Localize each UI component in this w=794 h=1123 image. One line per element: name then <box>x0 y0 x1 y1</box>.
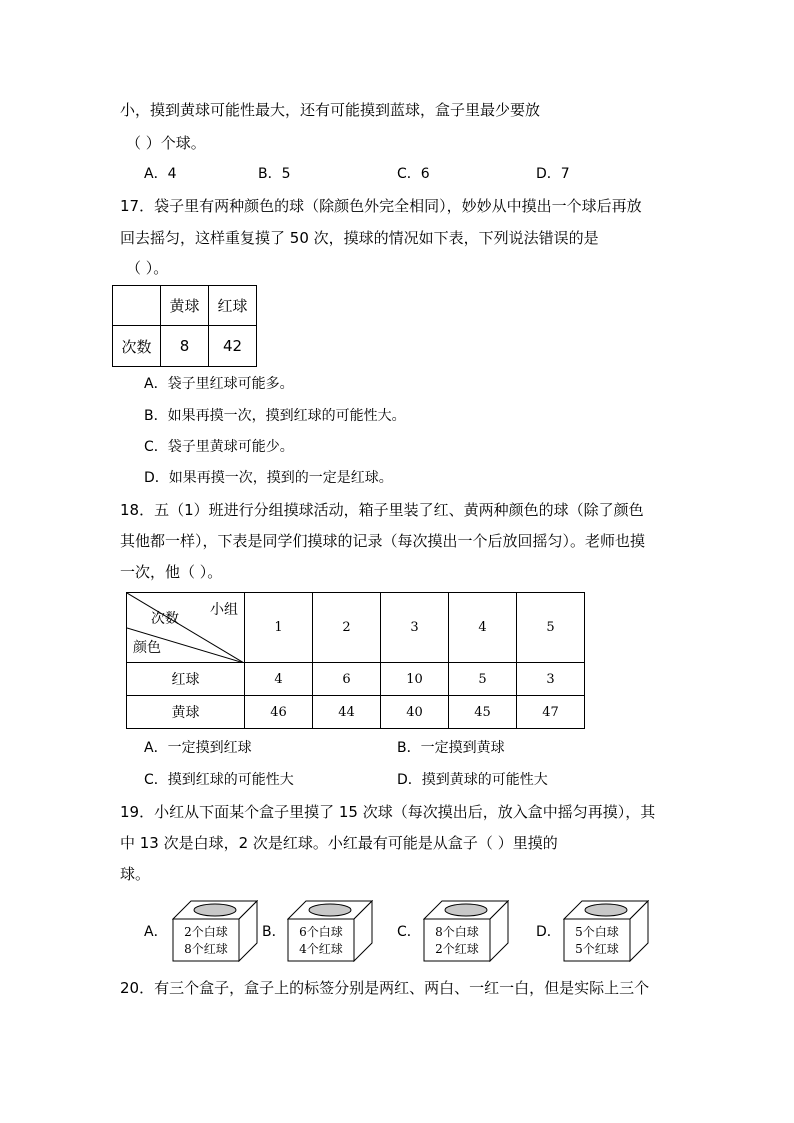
q18-yellow-1: 46 <box>245 696 313 729</box>
q18-red-2: 6 <box>313 663 381 696</box>
q17-line3: （ ）。 <box>126 259 169 277</box>
q18-group-5: 5 <box>517 593 585 663</box>
q19-box-a-letter: A． <box>144 924 168 940</box>
q18-yellow-4: 45 <box>449 696 517 729</box>
q18-yellow-5: 47 <box>517 696 585 729</box>
q19-box-d-red: 5个红球 <box>575 942 619 956</box>
q18-table-corner <box>127 593 245 663</box>
q19-box-b-white: 6个白球 <box>299 925 343 939</box>
q19-box-d <box>563 900 649 962</box>
q19-line1: 19．小红从下面某个盒子里摸了 15 次球（每次摸出后，放入盒中摇匀再摸），其 <box>120 803 656 821</box>
q19-box-c-red: 2个红球 <box>435 942 479 956</box>
q16-option-d: D．7 <box>536 166 570 182</box>
q18-red-5: 3 <box>517 663 585 696</box>
q19-box-c-white: 8个白球 <box>435 925 479 939</box>
q18-group-1: 1 <box>245 593 313 663</box>
q20-line1: 20．有三个盒子，盒子上的标签分别是两红、两白、一红一白，但是实际上三个 <box>120 979 650 997</box>
q16-option-b: B．5 <box>258 166 291 182</box>
q18-corner-color-label: 颜色 <box>133 640 161 656</box>
q19-box-c-letter: C． <box>397 924 421 940</box>
q18-yellow-2: 44 <box>313 696 381 729</box>
q19-box-a <box>172 900 258 962</box>
q18-table <box>126 592 585 729</box>
q17-option-b: B．如果再摸一次，摸到红球的可能性大。 <box>144 408 406 424</box>
q19-box-a-red: 8个红球 <box>184 942 228 956</box>
q17-option-d: D．如果再摸一次，摸到的一定是红球。 <box>144 470 393 486</box>
q18-row-yellow-label: 黄球 <box>127 696 245 729</box>
q17-table-corner <box>113 286 161 326</box>
q18-group-4: 4 <box>449 593 517 663</box>
q18-red-3: 10 <box>381 663 449 696</box>
q16-option-a: A．4 <box>144 166 177 182</box>
q17-table-cell-yellow: 8 <box>161 326 209 367</box>
q18-row-red-label: 红球 <box>127 663 245 696</box>
q17-line1: 17．袋子里有两种颜色的球（除颜色外完全相同），妙妙从中摸出一个球后再放 <box>120 197 642 215</box>
q18-red-4: 5 <box>449 663 517 696</box>
q19-line2: 中 13 次是白球，2 次是红球。小红最有可能是从盒子（ ）里摸的 <box>120 834 558 852</box>
q18-line1: 18．五（1）班进行分组摸球活动，箱子里装了红、黄两种颜色的球（除了颜色 <box>120 501 644 519</box>
q18-option-c: C．摸到红球的可能性大 <box>144 772 294 788</box>
q16-line2: （ ）个球。 <box>126 134 206 152</box>
q19-box-c <box>423 900 509 962</box>
q17-table-header-yellow: 黄球 <box>161 286 209 326</box>
q18-group-2: 2 <box>313 593 381 663</box>
q17-table-row-label: 次数 <box>113 326 161 367</box>
q18-corner-count-label: 次数 <box>151 611 179 627</box>
q19-line3: 球。 <box>120 865 151 883</box>
q16-line1: 小，摸到黄球可能性最大，还有可能摸到蓝球，盒子里最少要放 <box>120 101 541 119</box>
q19-box-b-red: 4个红球 <box>299 942 343 956</box>
q17-table-cell-red: 42 <box>209 326 257 367</box>
q19-box-a-white: 2个白球 <box>184 925 228 939</box>
q18-option-d: D．摸到黄球的可能性大 <box>397 772 548 788</box>
q18-line3: 一次，他（ ）。 <box>120 563 223 581</box>
q17-line2: 回去摇匀，这样重复摸了 50 次，摸球的情况如下表，下列说法错误的是 <box>120 229 599 247</box>
q18-option-b: B．一定摸到黄球 <box>397 740 505 756</box>
q17-option-c: C．袋子里黄球可能少。 <box>144 439 294 455</box>
q18-group-3: 3 <box>381 593 449 663</box>
q18-red-1: 4 <box>245 663 313 696</box>
q19-box-b <box>287 900 373 962</box>
q17-table <box>112 285 257 367</box>
q17-option-a: A．袋子里红球可能多。 <box>144 376 294 392</box>
q18-option-a: A．一定摸到红球 <box>144 740 252 756</box>
q18-yellow-3: 40 <box>381 696 449 729</box>
q18-line2: 其他都一样），下表是同学们摸球的记录（每次摸出一个后放回摇匀）。老师也摸 <box>120 532 646 550</box>
q18-corner-group-label: 小组 <box>210 602 238 618</box>
q19-box-d-white: 5个白球 <box>575 925 619 939</box>
q19-box-b-letter: B． <box>262 924 286 940</box>
q16-option-c: C．6 <box>397 166 430 182</box>
q17-table-header-red: 红球 <box>209 286 257 326</box>
q19-box-d-letter: D． <box>536 924 561 940</box>
